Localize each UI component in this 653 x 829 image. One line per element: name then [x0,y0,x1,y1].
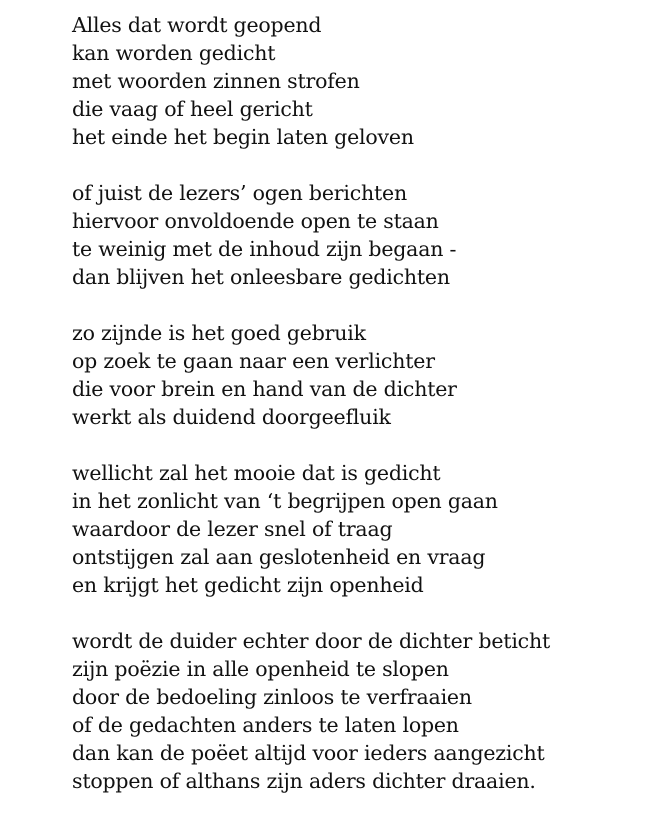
poem-line: zo zijnde is het goed gebruik [72,321,366,345]
poem-line: Alles dat wordt geopend [72,13,322,37]
poem-line: ontstijgen zal aan geslotenheid en vraag [72,545,486,569]
poem-line: op zoek te gaan naar een verlichter [72,349,435,373]
poem-line: stoppen of althans zijn aders dichter draaien. [72,769,536,793]
poem-line: kan worden gedicht [72,41,276,65]
poem-line: met woorden zinnen strofen [72,69,360,93]
poem-line: waardoor de lezer snel of traag [72,517,393,541]
poem-line: die vaag of heel gericht [72,97,313,121]
poem-line: door de bedoeling zinloos te verfraaien [72,685,472,709]
poem-line: in het zonlicht van ‘t begrijpen open gaan [72,489,498,513]
stanza-1 [72,11,550,151]
poem-line: hiervoor onvoldoende open te staan [72,209,439,233]
poem-line: wordt de duider echter door de dichter beticht [72,629,551,653]
poem-line: dan blijven het onleesbare gedichten [72,265,450,289]
stanza-5 [72,627,550,795]
poem [72,11,550,823]
poem-line: wellicht zal het mooie dat is gedicht [72,461,441,485]
stanza-3 [72,319,550,431]
stanza-2 [72,179,550,291]
poem-line: te weinig met de inhoud zijn begaan - [72,237,457,261]
poem-line: werkt als duidend doorgeefluik [72,405,391,429]
poem-line: dan kan de poëet altijd voor ieders aangezicht [72,741,545,765]
poem-line: zijn poëzie in alle openheid te slopen [72,657,449,681]
stanza-4 [72,459,550,599]
poem-line: of de gedachten anders te laten lopen [72,713,459,737]
poem-line: het einde het begin laten geloven [72,125,414,149]
poem-line: en krijgt het gedicht zijn openheid [72,573,424,597]
poem-line: die voor brein en hand van de dichter [72,377,457,401]
poem-line: of juist de lezers’ ogen berichten [72,181,407,205]
